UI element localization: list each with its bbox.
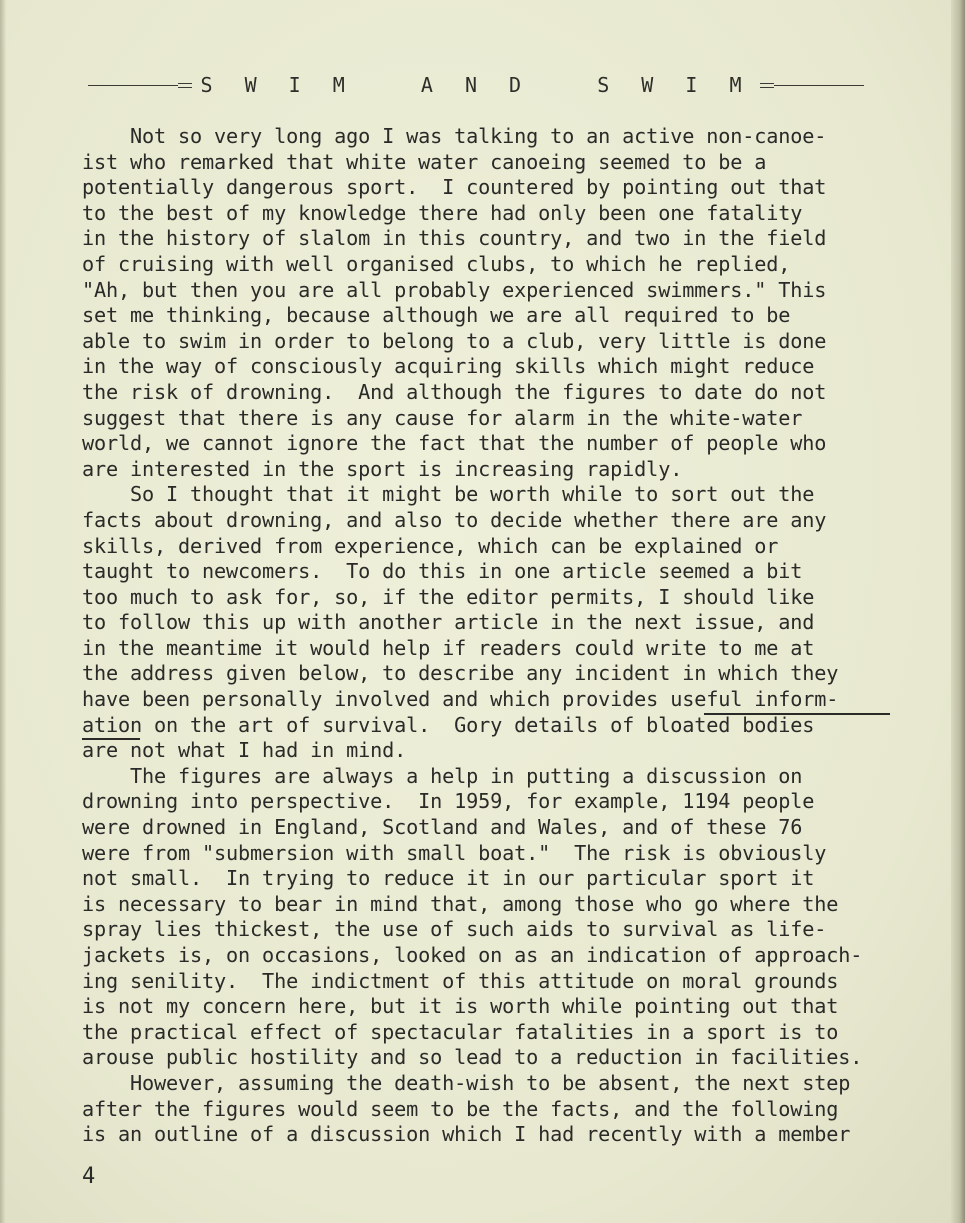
text-line: The figures are always a help in putting a discussion on (82, 763, 803, 788)
text-line: facts about drowning, and also to decide whether there are any (82, 507, 827, 532)
text-line: the risk of drowning. And although the figures to date do not (82, 379, 827, 404)
page-edge-right (951, 0, 965, 1223)
text-line: of cruising with well organised clubs, to which he replied, (82, 251, 791, 276)
header-rule-left (88, 85, 178, 86)
text-line: potentially dangerous sport. I countered by pointing out that (82, 175, 827, 200)
page-edge-left (0, 0, 6, 1223)
underline-mark (704, 713, 890, 715)
text-line: able to swim in order to belong to a club, very little is done (82, 328, 827, 353)
text-line: is not my concern here, but it is worth while pointing out that (82, 994, 839, 1019)
page-header (88, 70, 864, 100)
text-line: to follow this up with another article in the next issue, and (82, 610, 815, 635)
text-line: drowning into perspective. In 1959, for example, 1194 people (82, 789, 815, 814)
text-line: suggest that there is any cause for alarm in the white-water (82, 405, 803, 430)
header-double-rule-left (178, 83, 192, 88)
text-line: in the history of slalom in this country, and two in the field (82, 226, 827, 251)
text-line: is necessary to bear in mind that, among those who go where the (82, 891, 839, 916)
text-line: after the figures would seem to be the facts, and the following (82, 1096, 839, 1121)
text-line: to the best of my knowledge there had only been one fatality (82, 200, 803, 225)
text-line: in the meantime it would help if readers could write to me at (82, 635, 815, 660)
text-line: However, assuming the death-wish to be absent, the next step (82, 1070, 851, 1095)
text-line: world, we cannot ignore the fact that the number of people who (82, 431, 827, 456)
text-line: are interested in the sport is increasing rapidly. (82, 456, 683, 481)
underline-mark (82, 738, 140, 740)
text-line: ist who remarked that white water canoeing seemed to be a (82, 149, 767, 174)
text-line: taught to newcomers. To do this in one article seemed a bit (82, 559, 803, 584)
text-line: the practical effect of spectacular fatalities in a sport is to (82, 1019, 839, 1044)
text-line: too much to ask for, so, if the editor permits, I should like (82, 584, 815, 609)
header-rule-right (774, 85, 864, 86)
text-line: were from "submersion with small boat." The risk is obviously (82, 840, 827, 865)
text-line: Not so very long ago I was talking to an active non-canoe- (82, 124, 827, 148)
text-line: skills, derived from experience, which can be explained or (82, 533, 779, 558)
text-line: spray lies thickest, the use of such aids to survival as life- (82, 917, 827, 942)
text-line: So I thought that it might be worth while to sort out the (82, 482, 815, 507)
text-line: is an outline of a discussion which I had recently with a member (82, 1122, 851, 1147)
page-title: S W I M A N D S W I M (200, 73, 752, 97)
text-line: "Ah, but then you are all probably experienced swimmers." This (82, 277, 827, 302)
text-line: the address given below, to describe any incident in which they (82, 661, 839, 686)
text-line: not small. In trying to reduce it in our particular sport it (82, 866, 815, 891)
text-line: in the way of consciously acquiring skills which might reduce (82, 354, 815, 379)
text-line: are not what I had in mind. (82, 738, 407, 763)
text-line: arouse public hostility and so lead to a reduction in facilities. (82, 1045, 863, 1070)
article-body (82, 124, 902, 1148)
text-line: ing senility. The indictment of this attitude on moral grounds (82, 968, 839, 993)
text-line: ation on the art of survival. Gory details of bloated bodies (82, 712, 815, 737)
header-double-rule-right (760, 83, 774, 88)
text-line: were drowned in England, Scotland and Wales, and of these 76 (82, 815, 803, 840)
text-line: jackets is, on occasions, looked on as an indication of approach- (82, 943, 863, 967)
text-line: have been personally involved and which provides useful inform- (82, 687, 839, 712)
text-line: set me thinking, because although we are all required to be (82, 303, 791, 328)
page-number: 4 (82, 1164, 96, 1189)
